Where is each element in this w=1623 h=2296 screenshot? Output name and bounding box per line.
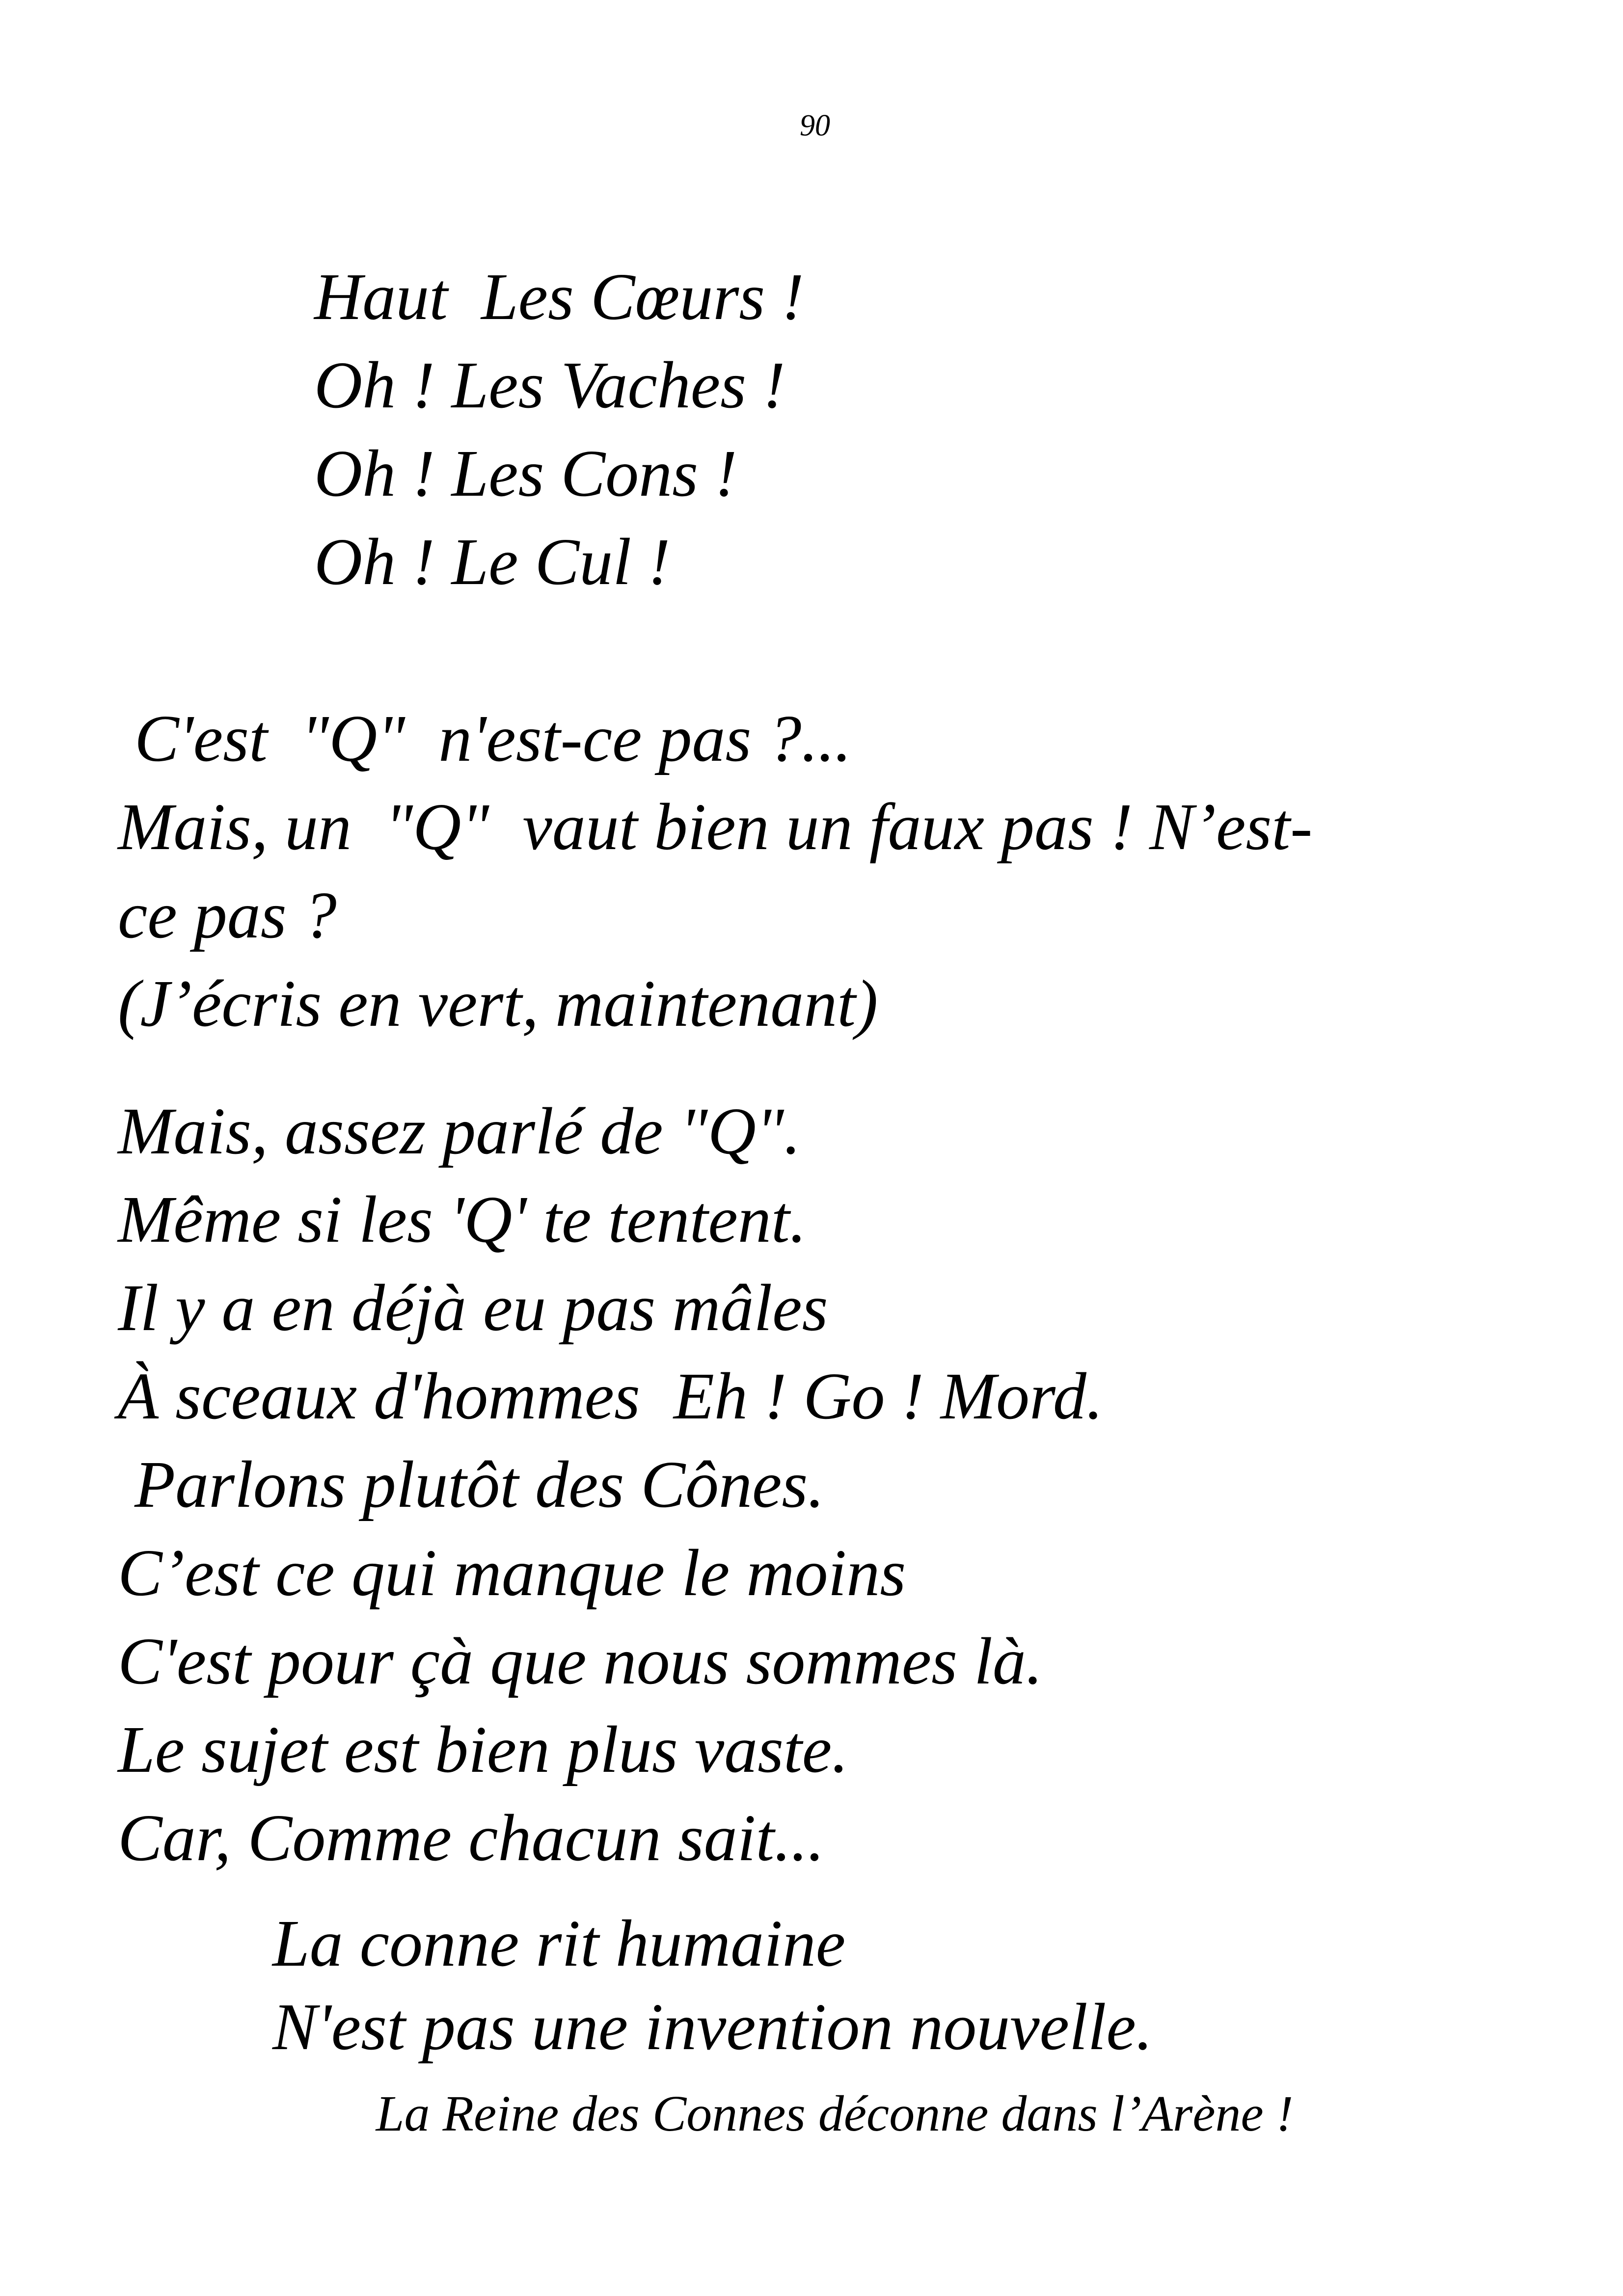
stanza-2-line-2: Mais, un "Q" vaut bien un faux pas ! N’est- [118,790,1313,864]
stanza-4 [272,1902,1153,2069]
stanza-2-line-1: C'est "Q" n'est-ce pas ?... [118,702,852,775]
stanza-3 [118,1087,1103,1882]
page-number: 90 [800,109,830,142]
stanza-1-line-2: Oh ! Les Vaches ! [314,348,785,422]
stanza-2 [118,694,1312,1048]
stanza-3-line-2: Même si les 'Q' te tentent. [118,1183,807,1256]
closing-caption: La Reine des Connes déconne dans l’Arène ! [376,2085,1294,2142]
stanza-3-line-7: C'est pour çà que nous sommes là. [118,1625,1043,1698]
stanza-4-line-2: N'est pas une invention nouvelle. [272,1990,1153,2064]
stanza-4-line-1: La conne rit humaine [272,1907,846,1980]
stanza-3-line-1: Mais, assez parlé de "Q". [118,1095,801,1168]
stanza-2-line-3: ce pas ? [118,879,337,952]
stanza-1-line-1: Haut Les Cœurs ! [314,260,804,334]
stanza-1 [314,253,804,606]
stanza-3-line-4: À sceaux d'hommes Eh ! Go ! Mord. [118,1360,1103,1433]
stanza-3-line-9: Car, Comme chacun sait... [118,1801,825,1875]
stanza-3-line-6: C’est ce qui manque le moins [118,1536,906,1610]
stanza-1-line-4: Oh ! Le Cul ! [314,525,671,599]
stanza-2-line-4: (J’écris en vert, maintenant) [118,967,878,1041]
stanza-3-line-8: Le sujet est bien plus vaste. [118,1713,849,1787]
stanza-3-line-3: Il y a en déjà eu pas mâles [118,1271,828,1345]
stanza-3-line-5: Parlons plutôt des Cônes. [118,1448,825,1522]
stanza-1-line-3: Oh ! Les Cons ! [314,437,737,510]
